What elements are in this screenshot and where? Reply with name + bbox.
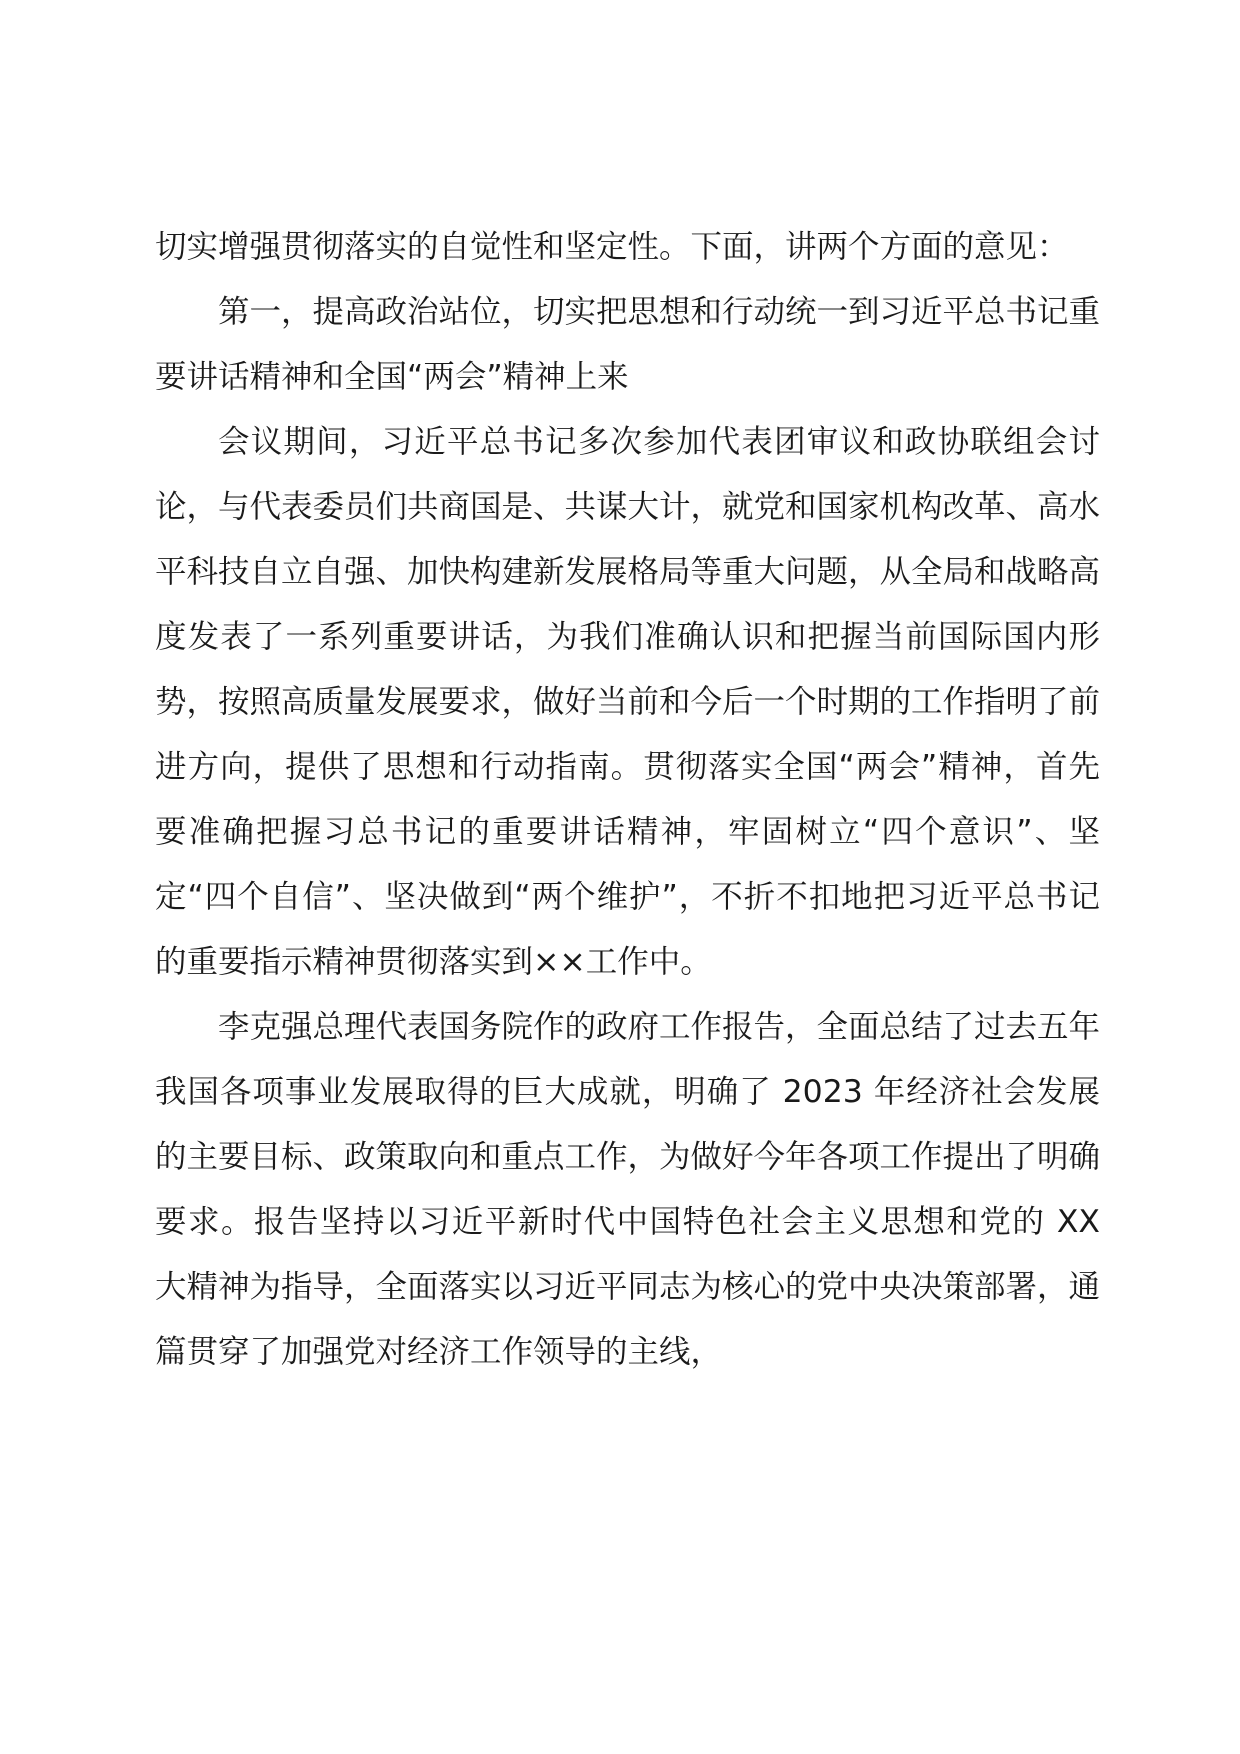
- paragraph-intro-continuation: 切实增强贯彻落实的自觉性和坚定性。下面，讲两个方面的意见：: [155, 229, 1069, 265]
- paragraph-section-heading: 第一，提高政治站位，切实把思想和行动统一到习近平总书记重要讲话精神和全国“两会”精神上来: [155, 294, 1101, 395]
- paragraph-government-report: 李克强总理代表国务院作的政府工作报告，全面总结了过去五年我国各项事业发展取得的巨大成就，明确了 2023 年经济社会发展的主要目标、政策取向和重点工作，为做好今年各项工作提出了明确要求。报告坚持以习近平新时代中国特色社会主义思想和党的 XX 大精神为指导，全面落实以习近平同志为核心的党中央决策部署，通篇贯穿了加强党对经济工作领导的主线，: [155, 1009, 1101, 1370]
- document-body: [155, 215, 1100, 1385]
- paragraph-meeting-speech: 会议期间，习近平总书记多次参加代表团审议和政协联组会讨论，与代表委员们共商国是、共谋大计，就党和国家机构改革、高水平科技自立自强、加快构建新发展格局等重大问题，从全局和战略高度发表了一系列重要讲话，为我们准确认识和把握当前国际国内形势，按照高质量发展要求，做好当前和今后一个时期的工作指明了前进方向，提供了思想和行动指南。贯彻落实全国“两会”精神，首先要准确把握习总书记的重要讲话精神，牢固树立“四个意识”、坚定“四个自信”、坚决做到“两个维护”，不折不扣地把习近平总书记的重要指示精神贯彻落实到××工作中。: [155, 424, 1101, 980]
